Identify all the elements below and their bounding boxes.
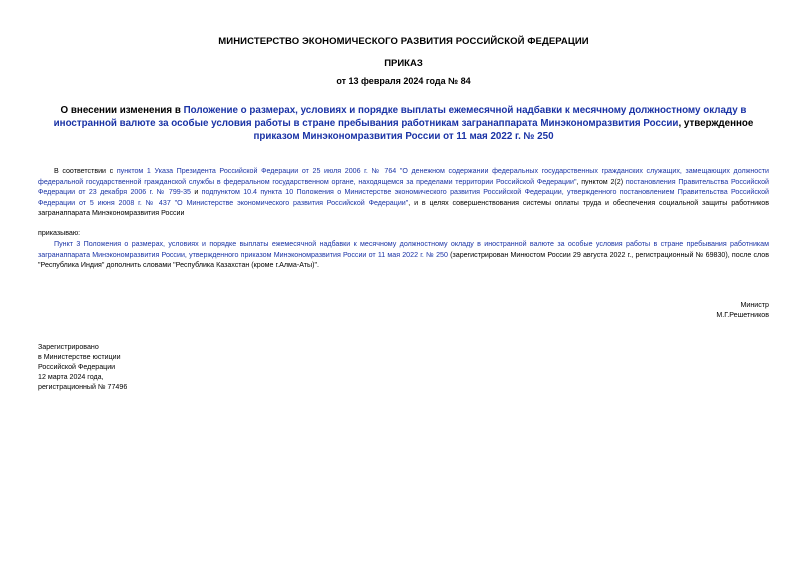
registration-line: в Министерстве юстиции — [38, 353, 121, 361]
link-resolution-799[interactable]: постановления Правительства Российской Федерации от 23 декабря 2006 г. № 799-35 — [38, 177, 769, 196]
order-date: от 13 февраля 2024 года № 84 — [336, 76, 471, 86]
paragraph-text: и — [190, 188, 202, 196]
paragraph-text: В соответствии с — [54, 167, 117, 175]
amendment-paragraph — [38, 239, 769, 271]
title-text: О внесении изменения в — [60, 105, 184, 116]
title-text: , утвержденное — [678, 118, 754, 129]
registration-line: регистрационный № 77496 — [38, 383, 128, 391]
order-heading: ПРИКАЗ — [384, 58, 423, 69]
preamble-paragraph — [38, 166, 769, 219]
link-decree-764[interactable]: пунктом 1 Указа Президента Российской Федерации от 25 июля 2006 г. № 764 "О денежном содержании федеральных государственных гражданских служащих, замещающих должности федеральной государственной гражданской службы в федеральном государственном органе, находящемся за пределами территории Российской Федерации" — [38, 167, 769, 186]
title-link-order[interactable]: приказом Минэкономразвития России от 11 мая 2022 г. № 250 — [253, 131, 554, 142]
link-regulation-437[interactable]: подпунктом 10.4 пункта 10 Положения о Министерстве экономического развития Российской Федерации, утвержденного постановлением Правительства Российской Федерации от 5 июня 2008 г. № 437 "О Министерстве экономического развития Российской Федерации" — [38, 188, 769, 207]
registration-line: Российской Федерации — [38, 363, 116, 371]
registration-line: Зарегистрировано — [38, 343, 99, 351]
paragraph-text: , и в целях совершенствования системы оплаты труда и обеспечения социальной защиты работников загранаппарата Минэкономразвития России — [38, 198, 769, 217]
registration-line: 12 марта 2024 года, — [38, 373, 104, 381]
document-title — [36, 104, 771, 143]
signatory-role: Министр — [740, 301, 769, 309]
ministry-heading: МИНИСТЕРСТВО ЭКОНОМИЧЕСКОГО РАЗВИТИЯ РОССИЙСКОЙ ФЕДЕРАЦИИ — [218, 36, 589, 47]
link-point-3[interactable]: Пункт 3 Положения о размерах, условиях и порядке выплаты ежемесячной надбавки к месячному должностному окладу в иностранной валюте за особые условия работы в стране пребывания работникам загранаппарата Минэкономразвития России, утвержденного приказом Минэкономразвития России от 11 мая 2022 г. № 250 — [38, 240, 769, 259]
paragraph-text: , пунктом 2(2) — [576, 177, 626, 186]
order-directive: приказываю: — [38, 229, 81, 237]
paragraph-text: (зарегистрирован Минюстом России 29 августа 2022 г., регистрационный № 69830), после слов "Республика Индия" дополнить словами "Республика Казахстан (кроме г.Алма-Аты)". — [38, 250, 769, 269]
title-link-regulation[interactable]: Положение о размерах, условиях и порядке выплаты ежемесячной надбавки к месячному должностному окладу в иностранной валюте за особые условия работы в стране пребывания работникам загранаппарата Минэкономразвития России — [53, 105, 747, 129]
signatory-name: М.Г.Решетников — [716, 311, 769, 319]
